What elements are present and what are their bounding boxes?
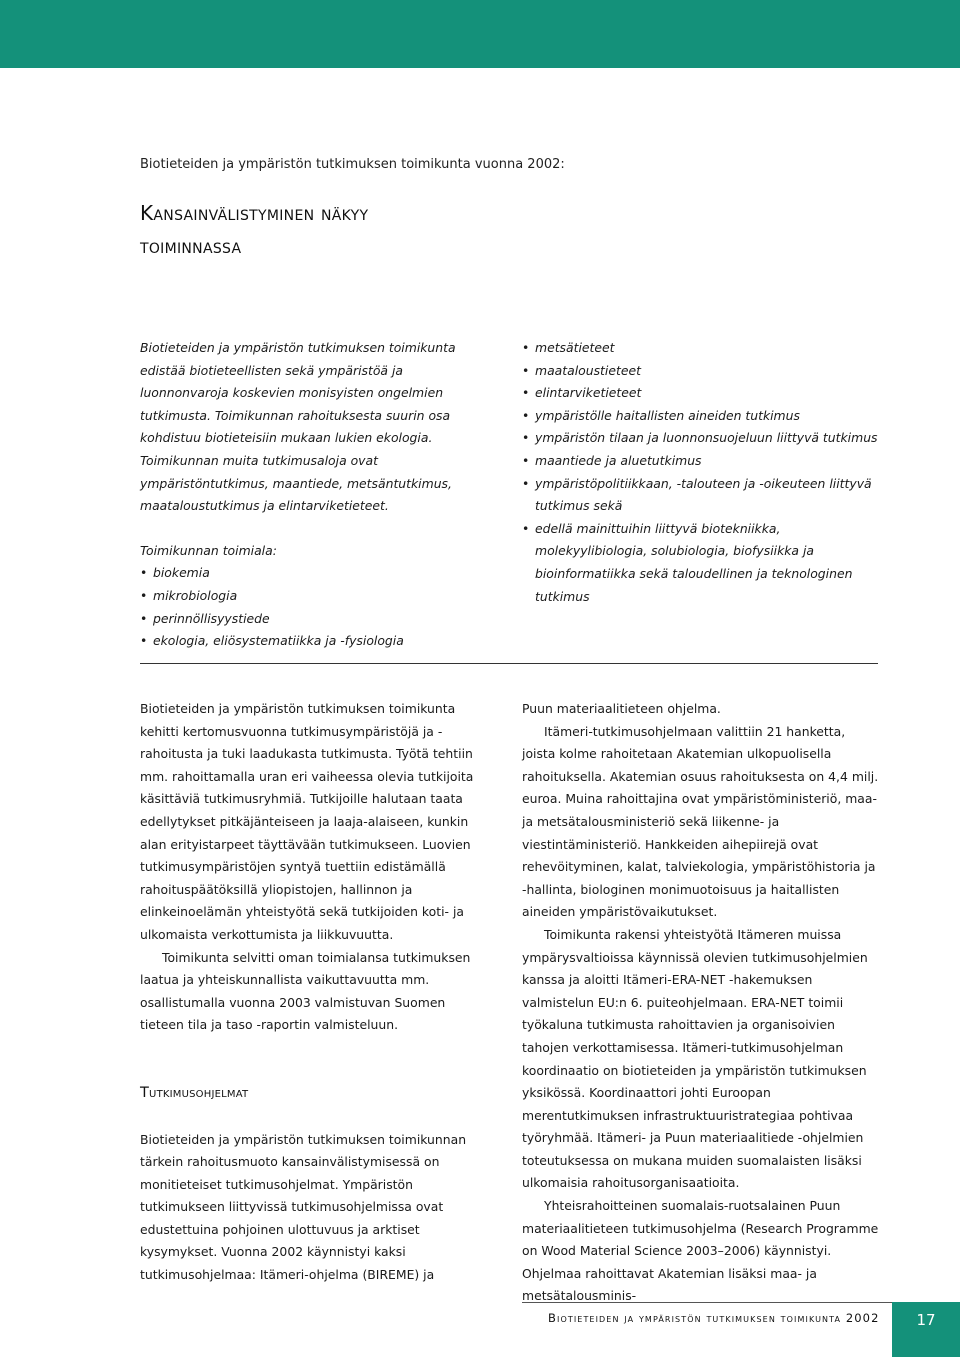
body-paragraph: Biotieteiden ja ympäristön tutkimuksen toimikunnan tärkein rahoitusmuoto kansainvälistymisessä on monitieteiset tutkimusohjelmat. Ympäristön tutkimukseen liittyvissä tutkimusohjelmissa ovat edustettuina pohjoinen ulottuvuus ja arktiset kysymykset. Vuonna 2002 käynnistyi kaksi tutkimusohjelmaa: Itämeri-ohjelma (BIREME) ja — [140, 1131, 467, 1283]
list-item: • ympäristölle haitallisten aineiden tutkimus — [522, 405, 882, 428]
field-list-label: Toimikunnan toimiala: — [140, 542, 277, 558]
body-paragraph: Toimikunta selvitti oman toimialansa tutkimuksen laatua ja yhteiskunnallista vaikuttavuutta mm. osallistumalla vuonna 2003 valmistuvan Suomen tieteen tila ja taso -raportin valmisteluun. — [140, 949, 471, 1033]
intro-paragraph: Biotieteiden ja ympäristön tutkimuksen toimikunta edistää biotieteellisten sekä ympäristöä ja luonnonvaroja koskevien monisyisten ongelmien tutkimusta. Toimikunnan rahoituksesta suurin osa kohdistuu biotieteisiin mukaan lukien ekologia. Toimikunnan muita tutkimusaloja ovat ympäristöntutkimus, maantiede, metsäntutkimus, maataloustutkimus ja elintarviketieteet. — [140, 340, 456, 514]
page-subtitle: Biotieteiden ja ympäristön tutkimuksen toimikunta vuonna 2002: — [140, 157, 565, 172]
list-item: • elintarviketieteet — [522, 382, 882, 405]
list-item: • ympäristön tilaan ja luonnonsuojeluun liittyvä tutkimus — [522, 427, 882, 450]
body-right-column — [522, 698, 882, 1308]
list-item: • biokemia — [140, 562, 492, 585]
intro-left-column — [140, 337, 492, 653]
list-item: • ekologia, eliösystematiikka ja -fysiologia — [140, 630, 492, 653]
list-item: • metsätieteet — [522, 337, 882, 360]
intro-right-column — [522, 337, 882, 608]
body-paragraph: Yhteisrahoitteinen suomalais-ruotsalainen Puun materiaalitieteen tutkimusohjelma (Research Programme on Wood Material Science 2003–2006) käynnistyi. Ohjelmaa rahoittavat Akatemian lisäksi maa- ja metsätalousminis- — [522, 1198, 879, 1304]
list-item: • maantiede ja aluetutkimus — [522, 450, 882, 473]
list-item: • maataloustieteet — [522, 360, 882, 383]
page-title — [140, 197, 620, 263]
section-divider — [140, 663, 878, 664]
body-paragraph: Puun materiaalitieteen ohjelma. — [522, 701, 721, 716]
footer-title: Biotieteiden ja ympäristön tutkimuksen toimikunta 2002 — [548, 1311, 880, 1325]
footer-rule — [522, 1302, 892, 1303]
body-paragraph: Toimikunta rakensi yhteistyötä Itämeren muissa ympärysvaltioissa käynnissä olevien tutkimusohjelmien kanssa ja aloitti Itämeri-ERA-NET -hakemuksen valmistelun EU:n 6. puiteohjelmaan. ERA-NET toimii työkaluna tutkimusta rahoittavien ja organisoivien tahojen verkottamisessa. Itämeri-tutkimusohjelman koordinaatio on biotieteiden ja ympäristön tutkimuksen yksikössä. Koordinaattori johti Euroopan merentutkimuksen infrastruktuuristrategiaa pohtivaa työryhmää. Itämeri- ja Puun materiaalitiede -ohjelmien toteutuksessa on mukana muiden suomalaisten lisäksi ulkomaisia rahoitusorganisaatioita. — [522, 926, 868, 1191]
list-item: • ympäristöpolitiikkaan, -talouteen ja -oikeuteen liittyvä tutkimus sekä — [522, 473, 882, 518]
body-paragraph: Biotieteiden ja ympäristön tutkimuksen toimikunta kehitti kertomusvuonna tutkimusympäristöjä ja -rahoitusta ja tuki laadukasta tutkimusta. Työtä tehtiin mm. rahoittamalla uran eri vaiheessa olevia tutkijoita käsittäviä tutkimusryhmiä. Tutkijoille halutaan taata edellytykset pitkäjänteiseen ja laaja-alaiseen, kunkin alan erityistarpeet täyttävään tutkimukseen. Luovien tutkimusympäristöjen syntyä tuettiin edistämällä rahoituspäätöksillä yliopistojen, hallinnon ja elinkeinoelämän yhteistyötä sekä tutkijoiden koti- ja ulkomaista verkottumista ja liikkuvuutta. — [140, 701, 474, 942]
section-heading: Tutkimusohjelmat — [140, 1084, 249, 1101]
field-list-left — [140, 562, 492, 652]
body-paragraph: Itämeri-tutkimusohjelmaan valittiin 21 hanketta, joista kolme rahoitetaan Akatemian ulkopuolisella rahoituksella. Akatemian osuus rahoituksesta on 4,4 milj. euroa. Muina rahoittajina ovat ympäristöministeriö, maa- ja metsätalousministeriö sekä liikenne- ja viestintäministeriö. Hankkeiden aihepiirejä ovat rehevöityminen, kalat, talviekologia, ympäristöhistoria ja -hallinta, biologinen monimuotoisuus ja haitallisten aineiden ympäristövaikutukset. — [522, 723, 879, 920]
body-left-column — [140, 698, 492, 1287]
page-title-line-2: toiminnassa — [140, 234, 242, 258]
list-item: • edellä mainittuihin liittyvä biotekniikka, molekyylibiologia, solubiologia, biofysiikka ja bioinformatiikka sekä taloudellinen ja teknologinen tutkimus — [522, 518, 882, 608]
list-item: • perinnöllisyystiede — [140, 608, 492, 631]
field-list-right — [522, 337, 882, 608]
page-title-line-1: Kansainvälistyminen näkyy — [140, 201, 369, 225]
page-number: 17 — [892, 1302, 960, 1357]
list-item: • mikrobiologia — [140, 585, 492, 608]
top-color-band — [0, 0, 960, 68]
